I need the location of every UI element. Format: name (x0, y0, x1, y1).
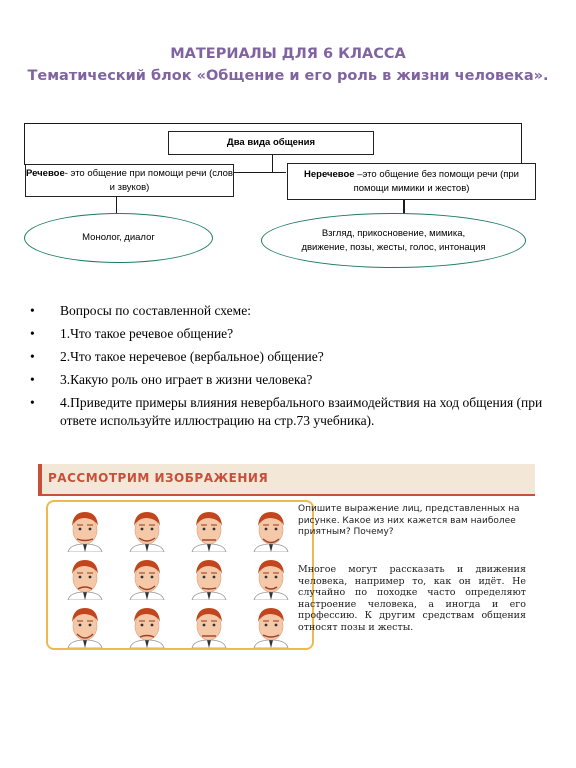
list-item (30, 325, 550, 343)
face-icon (186, 554, 232, 600)
face-icon (124, 506, 170, 552)
bullet: • (30, 372, 35, 387)
face-icon (248, 506, 294, 552)
textbook-body: Многое могут рассказать и движения человека, например то, как он идёт. Не случайно по походке часто определяют настроение человека, а иногда и его профессию. К другим средствам общения относят позы и жесты. (298, 564, 526, 633)
questions-list (30, 302, 550, 435)
textbook-header (38, 464, 535, 496)
face-icon (248, 554, 294, 600)
textbook-illustration (38, 464, 535, 654)
faces-grid (46, 500, 314, 650)
list-item (30, 394, 550, 430)
face-icon (186, 602, 232, 648)
face-icon (248, 602, 294, 648)
bullet: • (30, 349, 35, 364)
face-icon (186, 506, 232, 552)
bullet: • (30, 303, 35, 318)
connector-left-ellipse (116, 196, 117, 214)
question-text: 2.Что такое неречевое (вербальное) общение? (60, 349, 324, 364)
right-box-text: –это общение без помощи речи (при помощи мимики и жестов) (353, 169, 519, 194)
list-item (30, 348, 550, 366)
diagram-left-box (25, 164, 234, 197)
face-icon (62, 506, 108, 552)
diagram-root-box (168, 131, 374, 155)
frame-right-line (521, 123, 522, 163)
question-text: 4.Приведите примеры влияния невербального взаимодействия на ход общения (при ответе используйте иллюстрацию на стр.73 учебника). (60, 395, 543, 428)
textbook-prompt: Опишите выражение лиц, представленных на рисунке. Какое из них кажется вам наиболее приятным? Почему? (298, 504, 520, 537)
page-subtitle: Тематический блок «Общение и его роль в жизни человека». (27, 68, 549, 84)
face-icon (62, 554, 108, 600)
diagram-left-ellipse (24, 213, 213, 263)
face-icon (124, 554, 170, 600)
connector-root-down (272, 155, 273, 173)
right-ellipse-label: Взгляд, прикосновение, мимика, движение, позы, жесты, голос, интонация (301, 227, 486, 253)
connector-root-left (234, 172, 272, 173)
list-item (30, 371, 550, 389)
frame-left-line (24, 123, 25, 165)
face-icon (124, 602, 170, 648)
question-text: 1.Что такое речевое общение? (60, 326, 234, 341)
left-box-text: - это общение при помощи речи (слов и звуков) (64, 168, 233, 193)
bullet: • (30, 395, 35, 410)
right-box-bold: Неречевое (304, 169, 355, 180)
left-box-bold: Речевое (26, 168, 65, 179)
connector-root-right (272, 172, 286, 173)
diagram-right-box (287, 163, 536, 200)
question-text: Вопросы по составленной схеме: (60, 303, 251, 318)
left-ellipse-label: Монолог, диалог (82, 232, 155, 243)
textbook-header-title: РАССМОТРИМ ИЗОБРАЖЕНИЯ (48, 471, 269, 485)
page-title: МАТЕРИАЛЫ ДЛЯ 6 КЛАССА (170, 46, 406, 62)
frame-top-line (24, 123, 522, 124)
diagram-root-label: Два вида общения (226, 137, 316, 148)
face-icon (62, 602, 108, 648)
diagram-right-ellipse (261, 213, 526, 268)
bullet: • (30, 326, 35, 341)
question-text: 3.Какую роль оно играет в жизни человека? (60, 372, 313, 387)
list-item (30, 302, 550, 320)
header-accent-bar (38, 464, 42, 494)
